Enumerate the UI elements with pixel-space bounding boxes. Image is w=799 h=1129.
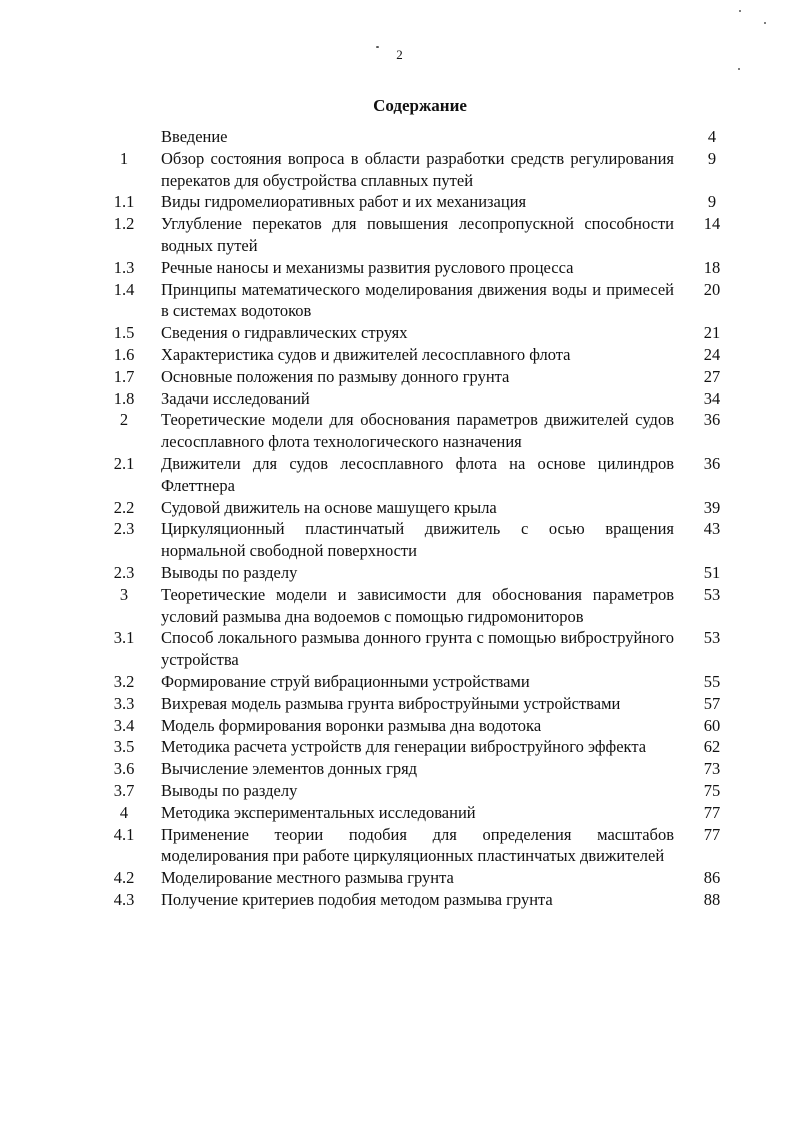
toc-entry xyxy=(0,453,799,497)
toc-entry-number: 3 xyxy=(119,584,129,604)
toc-entry-number: 2.1 xyxy=(113,453,135,473)
toc-entry-page: 53 xyxy=(703,584,721,604)
toc-entry-page: 24 xyxy=(703,344,721,364)
table-of-contents xyxy=(0,126,799,911)
toc-entry-title: Движители для судов лесосплавного флота на основе цилиндров Флеттнера xyxy=(161,453,674,495)
toc-entry-title: Теоретические модели для обоснования параметров движителей судов лесосплавного флота технологического назначения xyxy=(161,410,674,452)
toc-entry-page: 20 xyxy=(703,279,721,299)
toc-entry xyxy=(0,824,799,868)
toc-entry xyxy=(0,802,799,824)
toc-entry-number: 1.5 xyxy=(113,323,135,343)
toc-entry-title: Получение критериев подобия методом размыва грунта xyxy=(161,889,553,909)
toc-entry-title: Сведения о гидравлических струях xyxy=(161,323,408,343)
toc-entry-number: 3.6 xyxy=(113,759,135,779)
toc-entry-title: Циркуляционный пластинчатый движитель с осью вращения нормальной свободной поверхности xyxy=(161,519,674,561)
toc-entry-title: Выводы по разделу xyxy=(161,780,298,800)
toc-entry-number: 1 xyxy=(119,148,129,168)
toc-entry xyxy=(0,584,799,628)
toc-entry-page: 51 xyxy=(703,562,721,582)
toc-entry-page: 57 xyxy=(703,693,721,713)
toc-entry xyxy=(0,497,799,519)
toc-entry-page: 53 xyxy=(703,628,721,648)
toc-entry-page: 39 xyxy=(703,497,721,517)
toc-entry-page: 9 xyxy=(707,192,717,212)
toc-entry-number: 1.3 xyxy=(113,257,135,277)
toc-entry-number: 1.8 xyxy=(113,388,135,408)
toc-entry-title: Задачи исследований xyxy=(161,388,310,408)
toc-entry-title: Теоретические модели и зависимости для обоснования параметров условий размыва дна водоемов с помощью гидромониторов xyxy=(161,584,674,626)
toc-entry xyxy=(0,344,799,366)
toc-entry-title: Вихревая модель размыва грунта виброструйными устройствами xyxy=(161,693,621,713)
toc-entry-number: 1.2 xyxy=(113,214,135,234)
toc-entry-number: 2.3 xyxy=(113,562,135,582)
toc-entry-title: Виды гидромелиоративных работ и их механизация xyxy=(161,192,527,212)
page-number: 2 xyxy=(396,47,403,62)
toc-entry xyxy=(0,562,799,584)
toc-entry xyxy=(0,671,799,693)
toc-entry-number: 3.3 xyxy=(113,693,135,713)
toc-entry xyxy=(0,388,799,410)
toc-entry xyxy=(0,126,799,148)
toc-entry-title: Модель формирования воронки размыва дна водотока xyxy=(161,715,542,735)
toc-entry-page: 43 xyxy=(703,519,721,539)
scan-speck xyxy=(739,10,741,12)
toc-entry xyxy=(0,148,799,192)
toc-entry-number: 4 xyxy=(119,802,129,822)
toc-entry-number: 4.1 xyxy=(113,824,135,844)
toc-entry-number: 4.2 xyxy=(113,868,135,888)
toc-entry xyxy=(0,780,799,802)
toc-entry-title: Углубление перекатов для повышения лесопропускной способности водных путей xyxy=(161,214,674,255)
toc-entry xyxy=(0,627,799,671)
toc-entry xyxy=(0,366,799,388)
toc-entry-page: 55 xyxy=(703,671,721,691)
toc-entry xyxy=(0,693,799,715)
toc-entry xyxy=(0,736,799,758)
toc-entry-title: Способ локального размыва донного грунта с помощью виброструйного устройства xyxy=(161,628,674,670)
toc-entry-title: Методика экспериментальных исследований xyxy=(161,802,476,822)
toc-entry-title: Моделирование местного размыва грунта xyxy=(161,868,454,888)
scan-speck xyxy=(738,68,740,70)
toc-entry-title: Судовой движитель на основе машущего крыла xyxy=(161,497,497,517)
toc-entry-page: 21 xyxy=(703,323,721,343)
toc-entry-page: 36 xyxy=(703,410,721,430)
toc-entry-title: Характеристика судов и движителей лесосплавного флота xyxy=(161,344,571,364)
toc-entry-page: 27 xyxy=(703,366,721,386)
toc-entry-title: Применение теории подобия для определения масштабов моделирования при работе циркуляционных пластинчатых движителей xyxy=(161,824,674,866)
toc-entry-number: 2.3 xyxy=(113,519,135,539)
toc-entry-number: 1.7 xyxy=(113,366,135,386)
scan-speck xyxy=(764,22,766,24)
toc-entry xyxy=(0,715,799,737)
toc-entry xyxy=(0,889,799,911)
toc-entry-number: 1.6 xyxy=(113,344,135,364)
toc-entry-number: 1.4 xyxy=(113,279,135,299)
toc-entry-title: Формирование струй вибрационными устройствами xyxy=(161,671,530,691)
toc-entry xyxy=(0,322,799,344)
toc-entry-title: Речные наносы и механизмы развития руслового процесса xyxy=(161,257,574,277)
toc-entry-page: 62 xyxy=(703,737,721,757)
toc-entry xyxy=(0,409,799,453)
toc-entry-page: 75 xyxy=(703,780,721,800)
toc-entry-number: 1.1 xyxy=(113,192,135,212)
page-title: Содержание xyxy=(373,96,467,115)
toc-entry-number: 4.3 xyxy=(113,889,135,909)
toc-entry-page: 36 xyxy=(703,453,721,473)
toc-entry xyxy=(0,257,799,279)
toc-entry-page: 77 xyxy=(703,824,721,844)
toc-entry-number: 3.1 xyxy=(113,628,135,648)
toc-entry-title: Методика расчета устройств для генерации виброструйного эффекта xyxy=(161,737,647,757)
toc-entry-page: 88 xyxy=(703,889,721,909)
toc-entry-title: Основные положения по размыву донного грунта xyxy=(161,366,510,386)
toc-entry-page: 77 xyxy=(703,802,721,822)
toc-entry-page: 14 xyxy=(703,214,721,234)
toc-entry-page: 34 xyxy=(703,388,721,408)
toc-entry xyxy=(0,191,799,213)
toc-entry xyxy=(0,518,799,562)
toc-entry-number: 3.7 xyxy=(113,780,135,800)
toc-entry xyxy=(0,213,799,257)
toc-entry-page: 9 xyxy=(707,148,717,168)
toc-entry-number: 3.5 xyxy=(113,737,135,757)
toc-entry-title: Выводы по разделу xyxy=(161,562,298,582)
toc-entry xyxy=(0,758,799,780)
toc-entry-number: 2 xyxy=(119,410,129,430)
toc-entry-page: 60 xyxy=(703,715,721,735)
toc-entry-page: 4 xyxy=(707,127,717,146)
toc-entry-number: 2.2 xyxy=(113,497,135,517)
toc-entry xyxy=(0,867,799,889)
toc-entry xyxy=(0,279,799,323)
toc-entry-page: 86 xyxy=(703,868,721,888)
toc-entry-number: 3.4 xyxy=(113,715,135,735)
toc-entry-title: Принципы математического моделирования движения воды и примесей в системах водотоков xyxy=(161,279,674,321)
toc-entry-title: Вычисление элементов донных гряд xyxy=(161,759,418,779)
toc-entry-number: 3.2 xyxy=(113,671,135,691)
scan-speck xyxy=(376,46,379,48)
toc-entry-page: 18 xyxy=(703,257,721,277)
toc-entry-title: Обзор состояния вопроса в области разработки средств регулирования перекатов для обустройства сплавных путей xyxy=(161,148,674,190)
toc-entry-page: 73 xyxy=(703,759,721,779)
toc-entry-title: Введение xyxy=(161,127,228,146)
